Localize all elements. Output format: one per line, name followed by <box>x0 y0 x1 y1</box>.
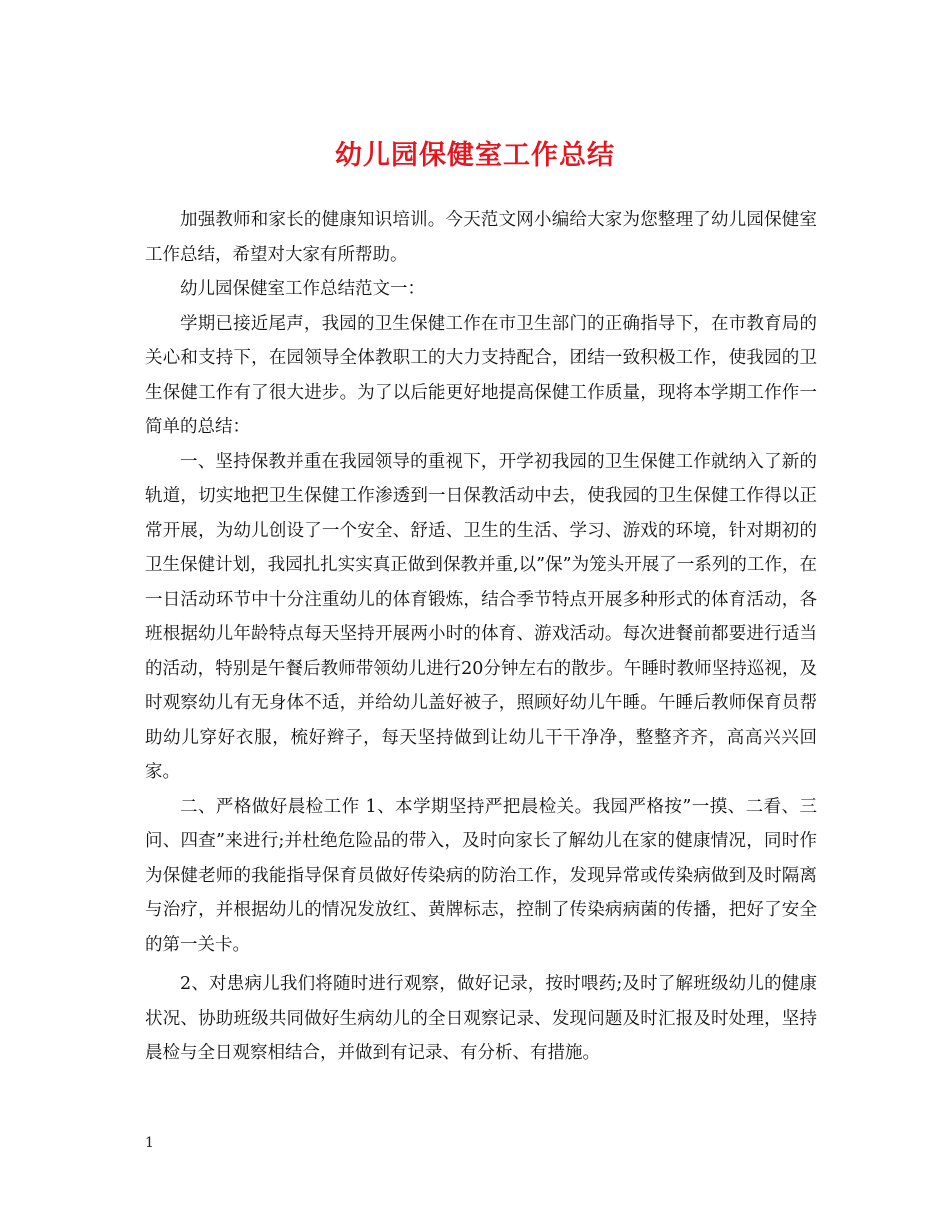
paragraph-intro: 加强教师和家长的健康知识培训。今天范文网小编给大家为您整理了幼儿园保健室工作总结，希望对大家有所帮助。 <box>145 210 817 265</box>
paragraph-overview: 学期已接近尾声，我园的卫生保健工作在市卫生部门的正确指导下，在市教育局的关心和支持下，在园领导全体教职工的大力支持配合，团结一致积极工作，使我园的卫生保健工作有了很大进步。为了以后能更好地提高保健工作质量，现将本学期工作作一简单的总结： <box>145 313 817 437</box>
document-title: 幼儿园保健室工作总结 <box>335 140 615 171</box>
page-number: 1 <box>145 1135 154 1151</box>
paragraph-section-two: 二、严格做好晨检工作 1、本学期坚持严把晨检关。我园严格按”一摸、二看、三问、四查”来进行;并杜绝危险品的带入，及时向家长了解幼儿在家的健康情况，同时作为保健老师的我能指导保育员做好传染病的防治工作，发现异常或传染病做到及时隔离与治疗，并根据幼儿的情况发放红、黄牌标志，控制了传染病病菌的传播，把好了安全的第一关卡。 <box>145 796 817 955</box>
paragraph-section-one: 一、坚持保教并重在我园领导的重视下，开学初我园的卫生保健工作就纳入了新的轨道，切实地把卫生保健工作渗透到一日保教活动中去，使我园的卫生保健工作得以正常开展，为幼儿创设了一个安全、舒适、卫生的生活、学习、游戏的环境，针对期初的卫生保健计划，我园扎扎实实真正做到保教并重,以”保”为笼头开展了一系列的工作，在一日活动环节中十分注重幼儿的体育锻炼，结合季节特点开展多种形式的体育活动，各班根据幼儿年龄特点每天坚持开展两小时的体育、游戏活动。每次进餐前都要进行适当的活动，特别是午餐后教师带领幼儿进行20分钟左右的散步。午睡时教师坚持巡视，及时观察幼儿有无身体不适，并给幼儿盖好被子，照顾好幼儿午睡。午睡后教师保育员帮助幼儿穿好衣服，梳好辫子，每天坚持做到让幼儿干干净净，整整齐齐，高高兴兴回家。 <box>145 451 817 782</box>
document-body <box>145 203 817 1071</box>
paragraph-sample-heading: 幼儿园保健室工作总结范文一： <box>180 279 425 299</box>
paragraph-section-two-item-two: 2、对患病儿我们将随时进行观察，做好记录，按时喂药;及时了解班级幼儿的健康状况、协助班级共同做好生病幼儿的全日观察记录、发现问题及时汇报及时处理，坚持晨检与全日观察相结合，并做到有记录、有分析、有措施。 <box>145 974 817 1063</box>
